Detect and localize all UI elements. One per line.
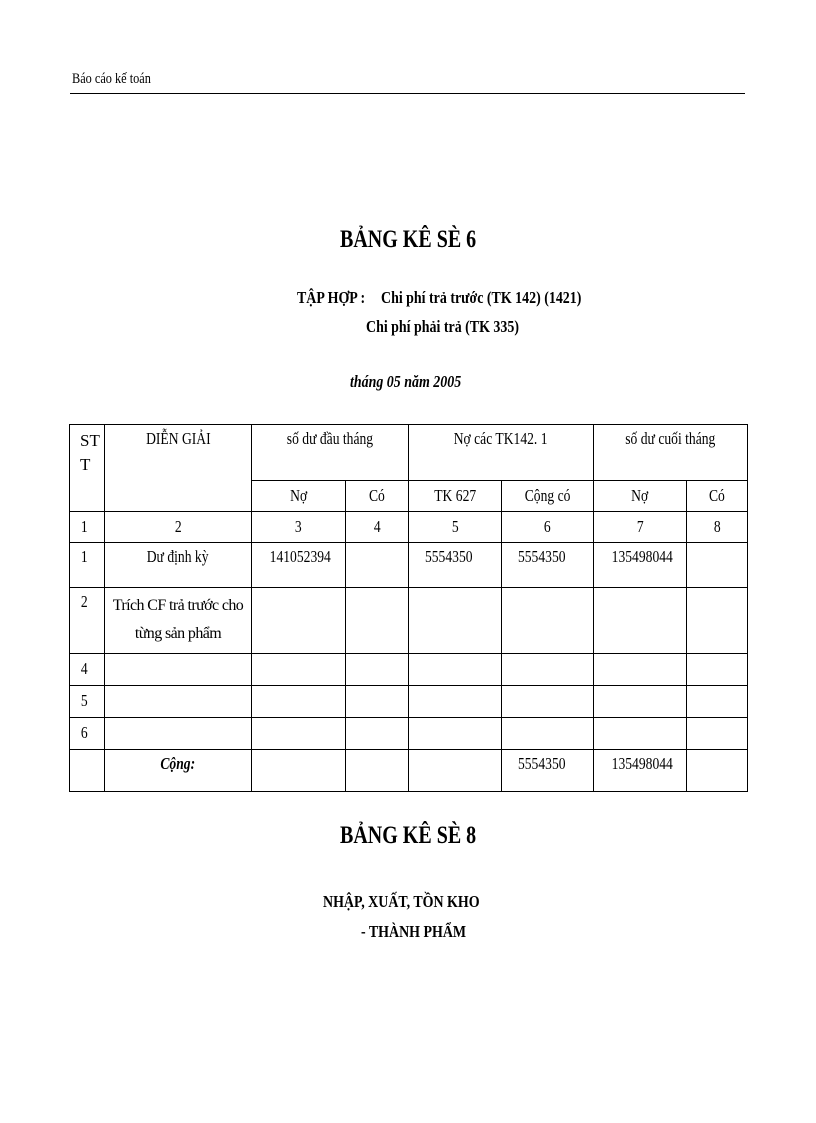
row-opening-credit xyxy=(346,654,409,686)
row-closing-debit: 135498044 xyxy=(594,543,687,588)
column-number: 3 xyxy=(252,512,346,543)
row-closing-debit xyxy=(594,686,687,718)
row-opening-debit xyxy=(252,718,346,750)
inventory-line-1: NHẬP, XUẤT, TỒN KHO xyxy=(323,892,480,911)
row-stt: 1 xyxy=(70,543,105,588)
table-row xyxy=(70,686,748,718)
row-closing-credit xyxy=(687,543,748,588)
column-number-row xyxy=(70,512,748,543)
table-row xyxy=(70,718,748,750)
subheader-cell: Có xyxy=(346,481,409,512)
total-label: Cộng: xyxy=(105,750,252,792)
table-row xyxy=(70,543,748,588)
column-number: 5 xyxy=(409,512,502,543)
row-total-credit xyxy=(502,654,594,686)
total-stt xyxy=(70,750,105,792)
subheader-cell: Nợ xyxy=(594,481,687,512)
row-description xyxy=(105,686,252,718)
total-closing-credit xyxy=(687,750,748,792)
row-opening-credit xyxy=(346,686,409,718)
collection-line-1: Chi phí trả trước (TK 142) (1421) xyxy=(381,288,582,307)
row-closing-credit xyxy=(687,718,748,750)
column-number: 4 xyxy=(346,512,409,543)
row-closing-debit xyxy=(594,654,687,686)
row-tk627 xyxy=(409,718,502,750)
column-number: 7 xyxy=(594,512,687,543)
row-tk627 xyxy=(409,588,502,654)
report-title-2: BẢNG KÊ SÈ 8 xyxy=(339,822,477,849)
header-row xyxy=(70,425,748,481)
row-total-credit: 5554350 xyxy=(502,543,594,588)
row-opening-debit xyxy=(252,686,346,718)
total-closing-debit: 135498044 xyxy=(594,750,687,792)
header-stt: ST T xyxy=(70,425,105,512)
collection-line-2: Chi phí phải trả (TK 335) xyxy=(366,317,519,336)
row-description xyxy=(105,718,252,750)
row-total-credit xyxy=(502,588,594,654)
header-debit-accounts: Nợ các TK142. 1 xyxy=(409,425,594,481)
row-tk627 xyxy=(409,654,502,686)
row-stt: 2 xyxy=(70,588,105,654)
row-opening-debit xyxy=(252,654,346,686)
row-total-credit xyxy=(502,686,594,718)
ledger-table xyxy=(69,424,748,792)
row-stt: 5 xyxy=(70,686,105,718)
column-number: 1 xyxy=(70,512,105,543)
header-opening-balance: số dư đầu tháng xyxy=(252,425,409,481)
header-description: DIỄN GIẢI xyxy=(105,425,252,512)
row-closing-credit xyxy=(687,588,748,654)
row-tk627 xyxy=(409,686,502,718)
subheader-cell: Có xyxy=(687,481,748,512)
subheader-cell: Cộng có xyxy=(502,481,594,512)
row-closing-debit xyxy=(594,588,687,654)
table-row xyxy=(70,654,748,686)
total-opening-credit xyxy=(346,750,409,792)
header-rule xyxy=(70,93,745,94)
row-opening-credit xyxy=(346,718,409,750)
total-opening-debit xyxy=(252,750,346,792)
column-number: 8 xyxy=(687,512,748,543)
report-title: BẢNG KÊ SÈ 6 xyxy=(339,226,477,253)
column-number: 2 xyxy=(105,512,252,543)
total-row xyxy=(70,750,748,792)
row-description xyxy=(105,654,252,686)
row-stt: 6 xyxy=(70,718,105,750)
inventory-line-2: - THÀNH PHẨM xyxy=(361,922,467,941)
subheader-cell: TK 627 xyxy=(409,481,502,512)
collection-label: TẬP HỢP : xyxy=(297,288,366,307)
row-opening-credit xyxy=(346,588,409,654)
header-closing-balance: số dư cuối tháng xyxy=(594,425,748,481)
page-header: Báo cáo kế toán xyxy=(72,71,151,87)
row-stt: 4 xyxy=(70,654,105,686)
row-closing-credit xyxy=(687,686,748,718)
row-description: Trích CF trả trước cho từng sản phẩm xyxy=(105,588,252,654)
row-tk627: 5554350 xyxy=(409,543,502,588)
column-number: 6 xyxy=(502,512,594,543)
row-closing-credit xyxy=(687,654,748,686)
row-opening-debit xyxy=(252,588,346,654)
table-row xyxy=(70,588,748,654)
row-closing-debit xyxy=(594,718,687,750)
total-credit-sum: 5554350 xyxy=(502,750,594,792)
row-opening-credit xyxy=(346,543,409,588)
row-opening-debit: 141052394 xyxy=(252,543,346,588)
total-tk627 xyxy=(409,750,502,792)
row-total-credit xyxy=(502,718,594,750)
report-period: tháng 05 năm 2005 xyxy=(350,372,462,391)
row-description: Dư định kỳ xyxy=(105,543,252,588)
subheader-cell: Nợ xyxy=(252,481,346,512)
